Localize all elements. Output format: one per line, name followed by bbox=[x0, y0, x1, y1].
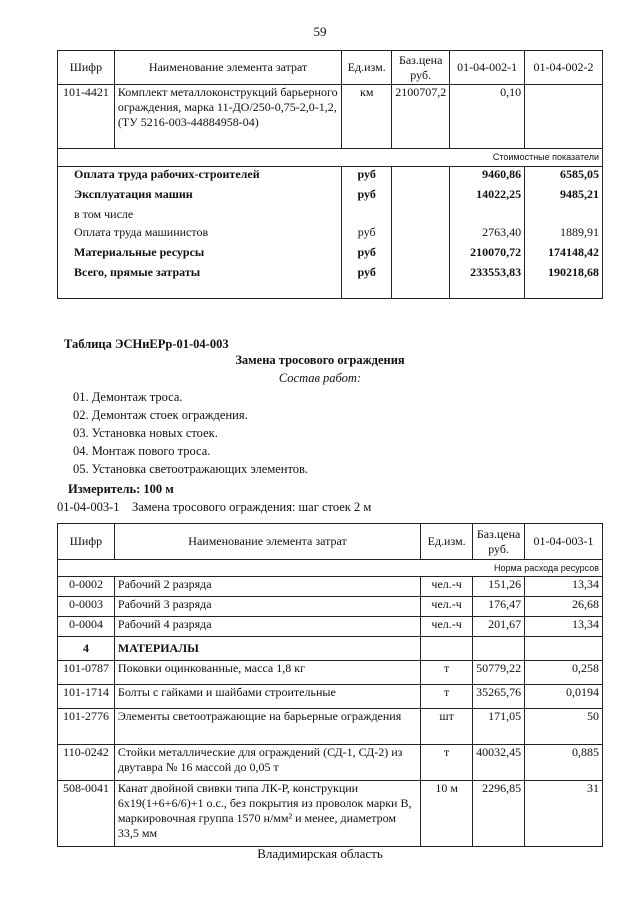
row-code: 101-0787 bbox=[58, 661, 115, 685]
resource-table bbox=[57, 523, 603, 847]
row-unit: чел.-ч bbox=[421, 597, 473, 617]
row-name: Поковки оцинкованные, масса 1,8 кг bbox=[114, 661, 420, 685]
section-label-row bbox=[58, 560, 603, 577]
item-line: 01-04-003-1 Замена тросового ограждения: шаг стоек 2 м bbox=[57, 500, 372, 514]
summary-name: в том числе bbox=[74, 206, 134, 221]
summary-col1: 9460,86 bbox=[450, 167, 525, 187]
row-base-price: 151,26 bbox=[473, 577, 525, 597]
summary-col1: 2763,40 bbox=[450, 225, 525, 245]
row-col1: 0,0194 bbox=[525, 685, 603, 709]
summary-col2: 6585,05 bbox=[525, 167, 603, 187]
row-name: Элементы светоотражающие на барьерные ограждения bbox=[114, 709, 420, 745]
summary-col1: 14022,25 bbox=[450, 187, 525, 207]
materials-header-row bbox=[58, 637, 603, 661]
summary-row bbox=[58, 167, 603, 187]
row-col1: 31 bbox=[525, 781, 603, 847]
summary-name: Оплата труда машинистов bbox=[74, 224, 209, 239]
work-item: 03. Установка новых стоек. bbox=[73, 426, 218, 440]
summary-unit: руб bbox=[342, 265, 392, 299]
summary-unit: руб bbox=[342, 167, 392, 187]
header-col1: 01-04-002-1 bbox=[450, 51, 525, 85]
table-row bbox=[58, 617, 603, 637]
section-label: Норма расхода ресурсов bbox=[58, 560, 603, 577]
row-unit: км bbox=[342, 85, 392, 149]
table-row bbox=[58, 781, 603, 847]
row-name: Канат двойной свивки типа ЛК-Р, конструкции 6х19(1+6+6/6)+1 о.с., без покрытия из проволок марки В, маркировочная группа 1570 н/мм² и менее, диаметром 33,5 мм bbox=[114, 781, 420, 847]
measure: Измеритель: 100 м bbox=[68, 482, 174, 496]
section-heading: Замена тросового ограждения bbox=[235, 353, 405, 367]
header-unit: Ед.изм. bbox=[421, 524, 473, 560]
header-col1: 01-04-003-1 bbox=[525, 524, 603, 560]
summary-col1: 233553,83 bbox=[450, 265, 525, 299]
summary-row bbox=[58, 225, 603, 245]
section-subheading: Состав работ: bbox=[278, 371, 362, 385]
summary-row bbox=[58, 265, 603, 299]
row-code: 110-0242 bbox=[58, 745, 115, 781]
row-col1: 26,68 bbox=[525, 597, 603, 617]
row-unit: шт bbox=[421, 709, 473, 745]
table1-header bbox=[58, 51, 603, 85]
materials-label: МАТЕРИАЛЫ bbox=[114, 637, 420, 661]
row-col1: 0,885 bbox=[525, 745, 603, 781]
row-name: Стойки металлические для ограждений (СД-1, СД-2) из двутавра № 16 массой до 0,05 т bbox=[114, 745, 420, 781]
work-item: 01. Демонтаж троса. bbox=[73, 390, 183, 404]
summary-name: Материальные ресурсы bbox=[74, 244, 205, 259]
row-name: Рабочий 4 разряда bbox=[114, 617, 420, 637]
summary-name: Эксплуатация машин bbox=[74, 186, 193, 201]
row-name: Болты с гайками и шайбами строительные bbox=[114, 685, 420, 709]
row-col1: 13,34 bbox=[525, 577, 603, 597]
summary-unit: руб bbox=[342, 225, 392, 245]
row-code: 0-0003 bbox=[58, 597, 115, 617]
header-base-price: Баз.цена руб. bbox=[473, 524, 525, 560]
summary-col2: 9485,21 bbox=[525, 187, 603, 207]
summary-unit: руб bbox=[342, 245, 392, 265]
row-base-price: 50779,22 bbox=[473, 661, 525, 685]
row-code: 508-0041 bbox=[58, 781, 115, 847]
table2-header bbox=[58, 524, 603, 560]
row-code: 0-0004 bbox=[58, 617, 115, 637]
row-unit: т bbox=[421, 685, 473, 709]
row-base-price: 35265,76 bbox=[473, 685, 525, 709]
summary-col2: 174148,42 bbox=[525, 245, 603, 265]
row-base-price: 40032,45 bbox=[473, 745, 525, 781]
header-col2: 01-04-002-2 bbox=[525, 51, 603, 85]
table-row bbox=[58, 661, 603, 685]
table-row bbox=[58, 745, 603, 781]
row-base-price: 176,47 bbox=[473, 597, 525, 617]
row-base-price: 2296,85 bbox=[473, 781, 525, 847]
summary-row bbox=[58, 245, 603, 265]
work-item: 05. Установка светоотражающих элементов. bbox=[73, 462, 309, 476]
summary-col2: 190218,68 bbox=[525, 265, 603, 299]
table-row bbox=[58, 597, 603, 617]
summary-col1: 210070,72 bbox=[450, 245, 525, 265]
materials-code: 4 bbox=[58, 637, 115, 661]
header-unit: Ед.изм. bbox=[342, 51, 392, 85]
summary-unit: руб bbox=[342, 187, 392, 207]
row-name: Рабочий 2 разряда bbox=[114, 577, 420, 597]
row-name: Комплект металлоконструкций барьерного ограждения, марка 11-ДО/250-0,75-2,0-1,2, (ТУ 5216-003-44884958-04) bbox=[114, 85, 341, 149]
header-code: Шифр bbox=[58, 51, 115, 85]
row-col1: 0,10 bbox=[450, 85, 525, 149]
row-unit: т bbox=[421, 745, 473, 781]
work-item: 04. Монтаж пового троса. bbox=[73, 444, 211, 458]
row-col1: 13,34 bbox=[525, 617, 603, 637]
footer-region: Владимирская область bbox=[257, 846, 383, 861]
row-code: 101-2776 bbox=[58, 709, 115, 745]
row-unit: т bbox=[421, 661, 473, 685]
cost-table-1 bbox=[57, 50, 603, 299]
work-item: 02. Демонтаж стоек ограждения. bbox=[73, 408, 248, 422]
section-label: Стоимостные показатели bbox=[58, 149, 603, 167]
row-unit: 10 м bbox=[421, 781, 473, 847]
row-base-price: 2100707,2 bbox=[392, 85, 450, 149]
row-code: 101-4421 bbox=[58, 85, 115, 149]
table-row bbox=[58, 709, 603, 745]
row-name: Рабочий 3 разряда bbox=[114, 597, 420, 617]
summary-row bbox=[58, 207, 603, 225]
table-row bbox=[58, 577, 603, 597]
row-unit: чел.-ч bbox=[421, 617, 473, 637]
row-col1: 0,258 bbox=[525, 661, 603, 685]
header-code: Шифр bbox=[58, 524, 115, 560]
summary-name: Всего, прямые затраты bbox=[74, 264, 201, 279]
row-base-price: 171,05 bbox=[473, 709, 525, 745]
summary-row bbox=[58, 187, 603, 207]
row-col2 bbox=[525, 85, 603, 149]
row-unit: чел.-ч bbox=[421, 577, 473, 597]
table-row bbox=[58, 85, 603, 149]
row-code: 0-0002 bbox=[58, 577, 115, 597]
table-row bbox=[58, 685, 603, 709]
section-label-row bbox=[58, 149, 603, 167]
header-name: Наименование элемента затрат bbox=[114, 51, 341, 85]
header-base-price: Баз.цена руб. bbox=[392, 51, 450, 85]
summary-col2: 1889,91 bbox=[525, 225, 603, 245]
row-base-price: 201,67 bbox=[473, 617, 525, 637]
table-title: Таблица ЭСНиЕРр-01-04-003 bbox=[64, 337, 229, 351]
page-number: 59 bbox=[313, 24, 327, 39]
summary-name: Оплата труда рабочих-строителей bbox=[74, 167, 260, 181]
row-col1: 50 bbox=[525, 709, 603, 745]
header-name: Наименование элемента затрат bbox=[114, 524, 420, 560]
row-code: 101-1714 bbox=[58, 685, 115, 709]
